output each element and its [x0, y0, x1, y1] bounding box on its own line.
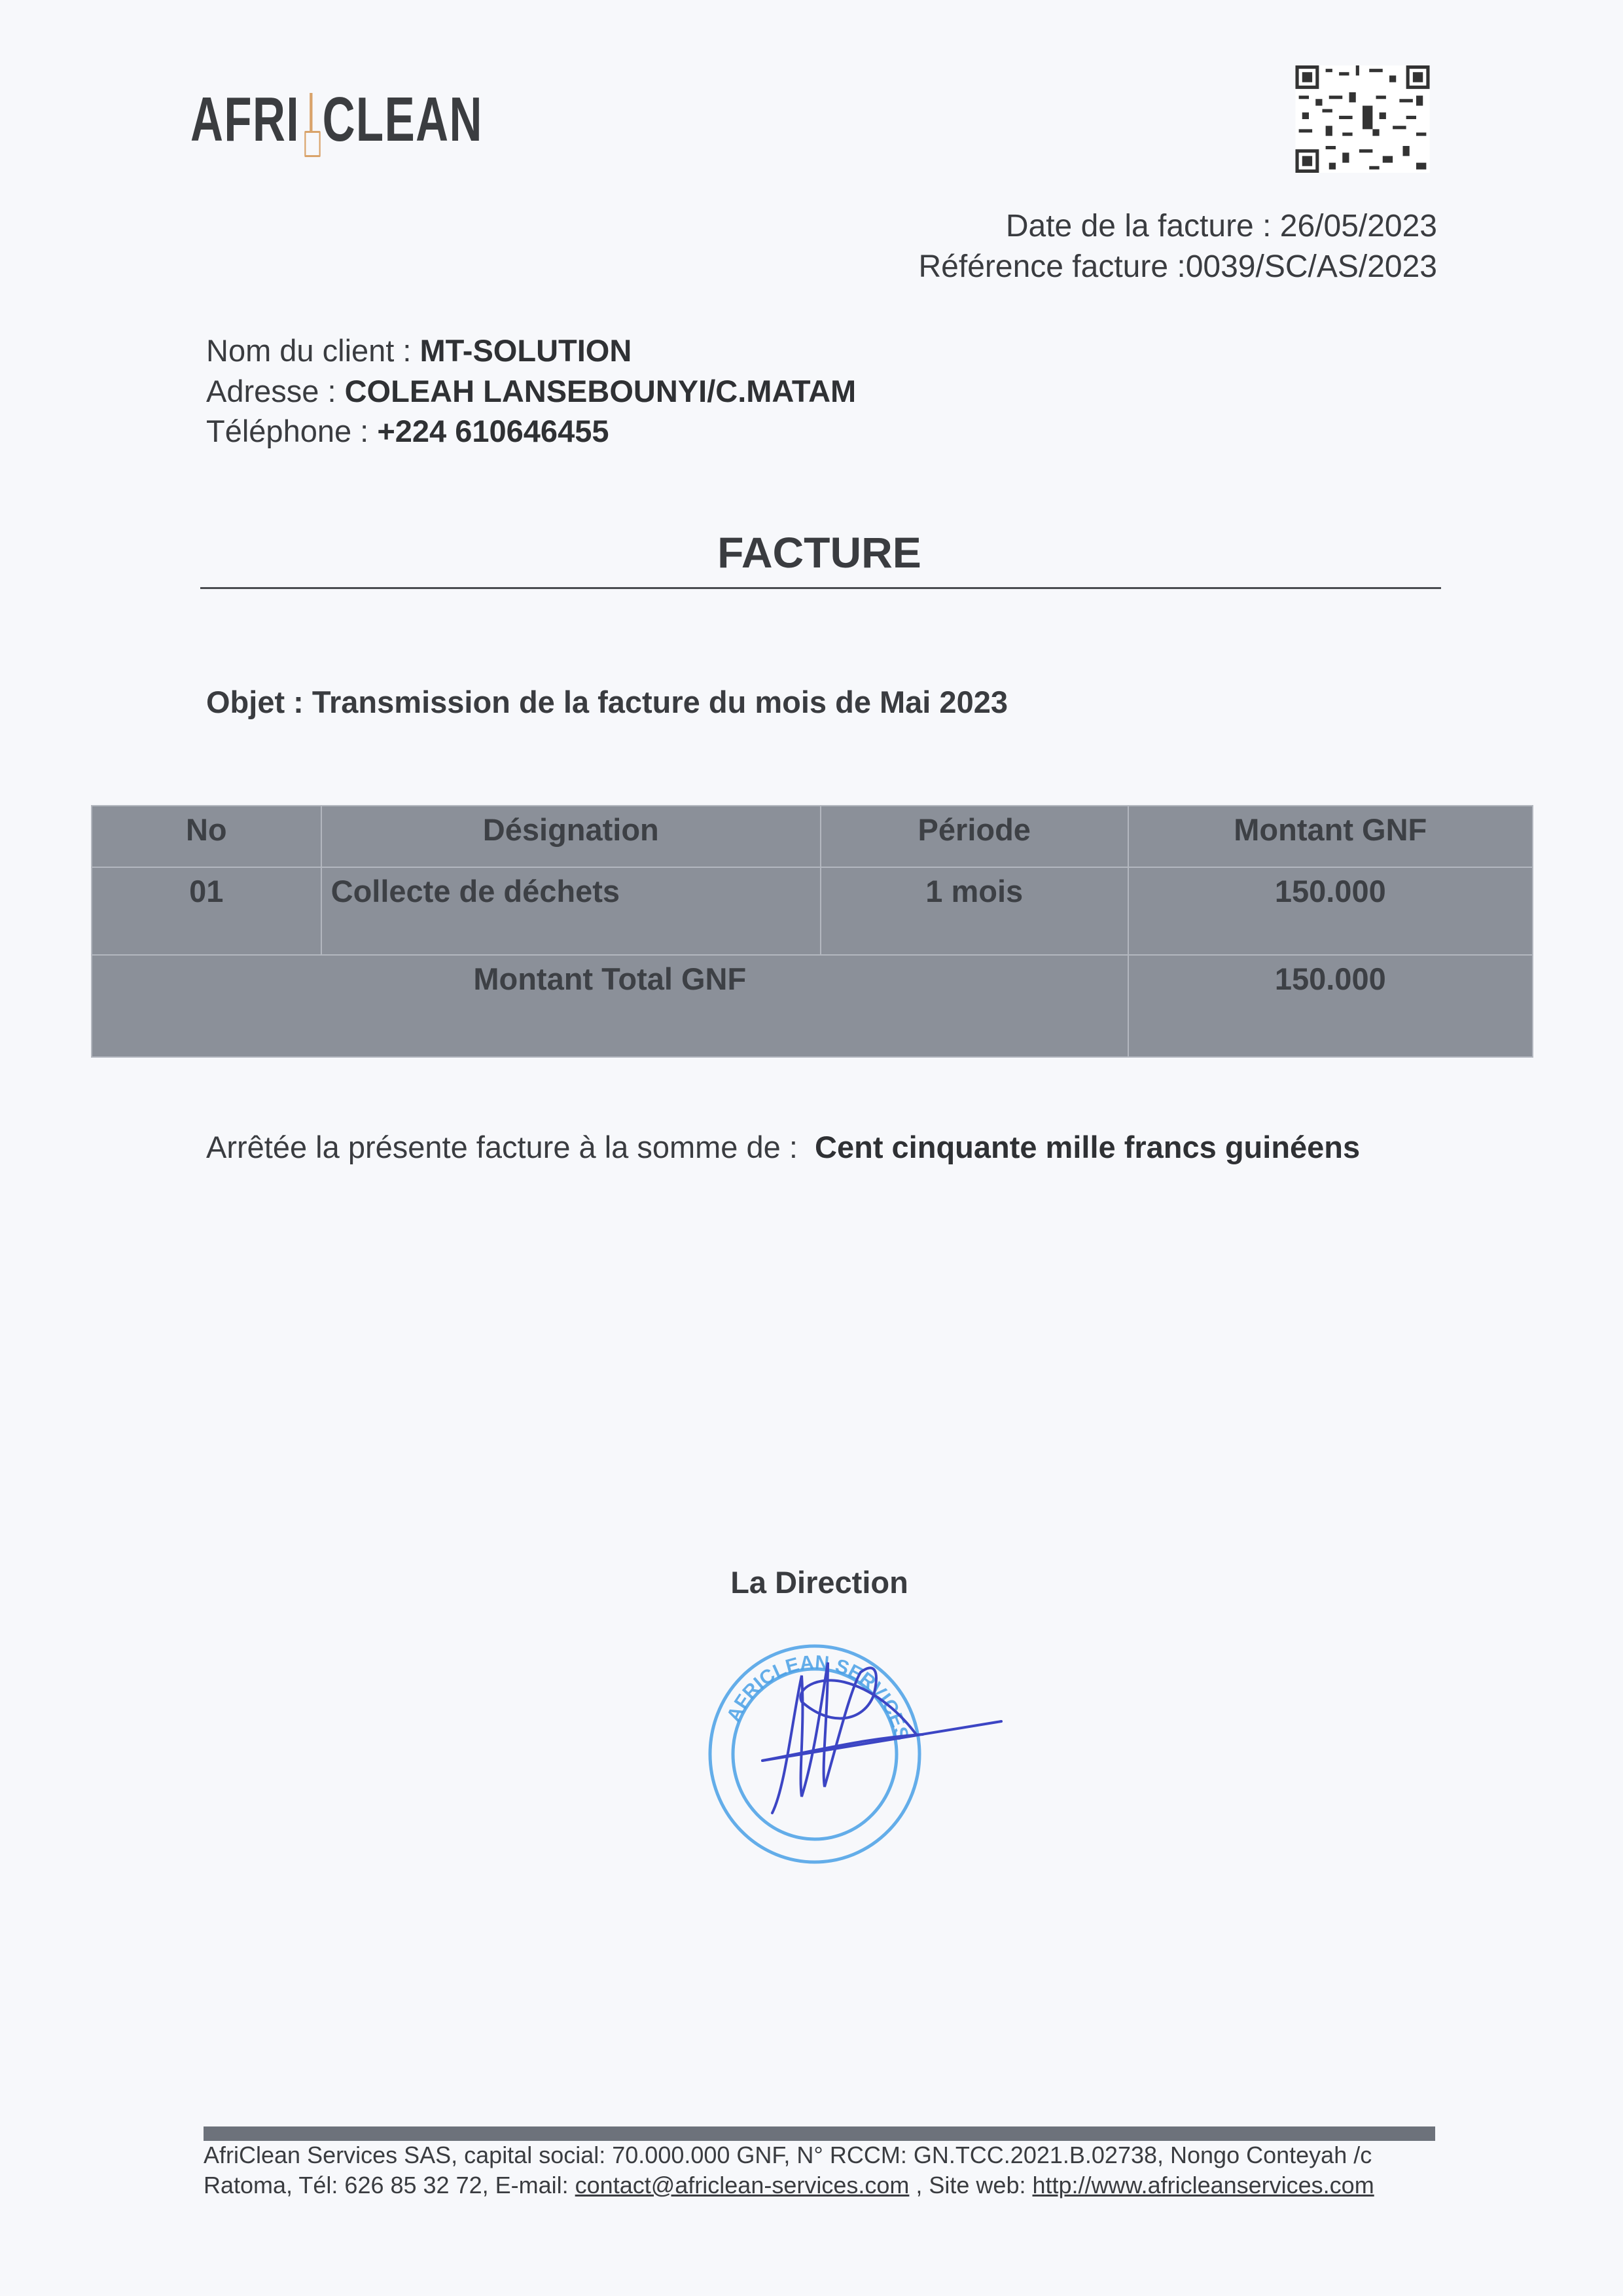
cell-no: 01	[92, 867, 321, 955]
client-phone	[206, 413, 609, 449]
header-periode: Période	[821, 806, 1128, 867]
svg-text:AFRICLEAN SERVICES: AFRICLEAN SERVICES	[722, 1651, 913, 1743]
client-name-value: MT-SOLUTION	[419, 333, 632, 368]
qr-code	[1295, 65, 1430, 173]
client-address-label: Adresse :	[206, 374, 336, 408]
client-phone-label: Téléphone :	[206, 414, 369, 448]
invoice-subject: Objet : Transmission de la facture du mois de Mai 2023	[206, 685, 1008, 719]
footer-site-label: , Site web:	[916, 2172, 1026, 2198]
title-divider	[200, 587, 1441, 589]
total-value: 150.000	[1128, 955, 1533, 1057]
invoice-date-label: Date de la facture :	[1005, 209, 1272, 243]
client-name-label: Nom du client :	[206, 333, 412, 368]
logo-text-left: AFRI	[190, 84, 300, 154]
footer-line-1: AfriClean Services SAS, capital social: 70.000.000 GNF, N° RCCM: GN.TCC.2021.B.02738, Nongo Conteyah /c	[204, 2142, 1372, 2168]
document-title: FACTURE	[717, 528, 921, 577]
footer-line-2	[204, 2172, 1374, 2199]
cell-montant: 150.000	[1128, 867, 1533, 955]
header-montant: Montant GNF	[1128, 806, 1533, 867]
table-header-row	[92, 806, 1533, 867]
table-row	[92, 867, 1533, 955]
invoice-reference-value: 0039/SC/AS/2023	[1185, 249, 1437, 284]
invoice-reference	[919, 249, 1438, 285]
client-name	[206, 332, 632, 368]
signature-label: La Direction	[730, 1565, 908, 1600]
total-label: Montant Total GNF	[92, 955, 1128, 1057]
footer-bar	[204, 2126, 1435, 2141]
invoice-reference-label: Référence facture :	[918, 249, 1186, 284]
client-address	[206, 373, 856, 409]
client-address-value: COLEAH LANSEBOUNYI/C.MATAM	[344, 374, 857, 408]
header-designation: Désignation	[321, 806, 821, 867]
client-phone-value: +224 610646455	[377, 414, 609, 448]
invoice-date	[1006, 208, 1437, 244]
invoice-table	[91, 805, 1533, 1058]
footer-email-link[interactable]: contact@africlean-services.com	[575, 2172, 910, 2198]
amount-words-label: Arrêtée la présente facture à la somme de :	[206, 1130, 798, 1164]
amount-in-words	[206, 1129, 1360, 1165]
footer-contact-prefix: Ratoma, Tél: 626 85 32 72, E-mail:	[204, 2172, 569, 2198]
company-stamp-signature	[687, 1623, 1041, 1898]
amount-words-value: Cent cinquante mille francs guinéens	[815, 1130, 1361, 1164]
cell-designation: Collecte de déchets	[321, 867, 821, 955]
invoice-date-value: 26/05/2023	[1279, 209, 1437, 243]
brush-icon	[302, 93, 321, 156]
table-total-row	[92, 955, 1533, 1057]
cell-periode: 1 mois	[821, 867, 1128, 955]
company-logo	[190, 84, 483, 156]
footer-website-link[interactable]: http://www.africleanservices.com	[1032, 2172, 1374, 2198]
logo-text-right: CLEAN	[322, 84, 483, 154]
header-no: No	[92, 806, 321, 867]
